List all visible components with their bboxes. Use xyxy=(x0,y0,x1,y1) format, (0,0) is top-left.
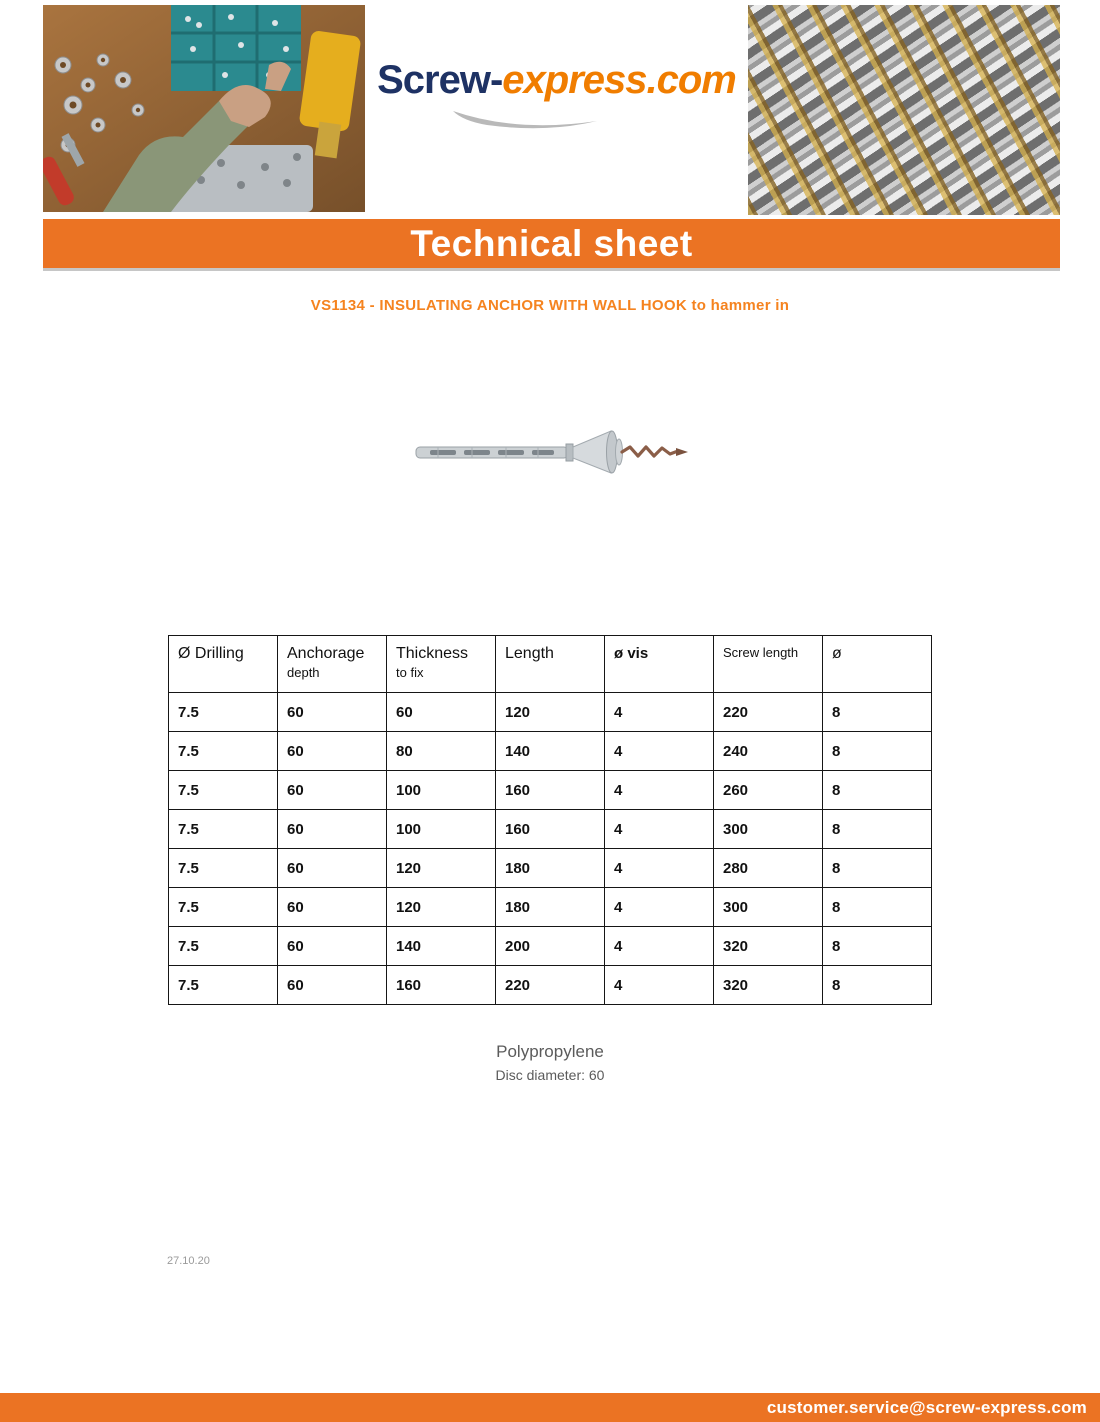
spec-table-body xyxy=(169,693,932,1005)
table-cell: 320 xyxy=(714,966,823,1005)
table-cell: 8 xyxy=(823,927,932,966)
anchor-illustration-art xyxy=(408,416,698,490)
table-cell: 8 xyxy=(823,849,932,888)
material-note: Polypropylene xyxy=(496,1042,604,1061)
table-cell: 220 xyxy=(496,966,605,1005)
table-cell: 160 xyxy=(387,966,496,1005)
table-cell: 60 xyxy=(278,966,387,1005)
table-row xyxy=(169,693,932,732)
table-cell: 7.5 xyxy=(169,771,278,810)
logo xyxy=(365,58,748,131)
footer xyxy=(0,1393,1100,1422)
workbench-photo xyxy=(43,5,365,212)
table-cell: 80 xyxy=(387,732,496,771)
table-cell: 60 xyxy=(278,849,387,888)
table-cell: 4 xyxy=(605,966,714,1005)
logo-text xyxy=(365,58,748,103)
column-header: Ø Drilling xyxy=(169,636,278,693)
table-row xyxy=(169,771,932,810)
table-row xyxy=(169,810,932,849)
column-header: Thickness to fix xyxy=(387,636,496,693)
spec-table-head xyxy=(169,636,932,693)
table-row xyxy=(169,966,932,1005)
table-cell: 120 xyxy=(496,693,605,732)
table-cell: 7.5 xyxy=(169,888,278,927)
table-cell: 7.5 xyxy=(169,927,278,966)
table-cell: 220 xyxy=(714,693,823,732)
table-cell: 60 xyxy=(387,693,496,732)
table-cell: 60 xyxy=(278,927,387,966)
table-cell: 160 xyxy=(496,810,605,849)
logo-part-express: express.com xyxy=(502,58,736,102)
column-header: Length xyxy=(496,636,605,693)
table-cell: 8 xyxy=(823,732,932,771)
table-cell: 140 xyxy=(496,732,605,771)
table-cell: 120 xyxy=(387,849,496,888)
table-cell: 8 xyxy=(823,888,932,927)
column-header: ø xyxy=(823,636,932,693)
table-cell: 120 xyxy=(387,888,496,927)
table-cell: 140 xyxy=(387,927,496,966)
table-cell: 160 xyxy=(496,771,605,810)
table-cell: 7.5 xyxy=(169,693,278,732)
table-cell: 8 xyxy=(823,771,932,810)
table-cell: 240 xyxy=(714,732,823,771)
table-cell: 100 xyxy=(387,771,496,810)
banner xyxy=(43,219,1060,271)
table-cell: 4 xyxy=(605,771,714,810)
table-cell: 180 xyxy=(496,849,605,888)
spec-table xyxy=(168,635,932,1005)
table-cell: 7.5 xyxy=(169,849,278,888)
workbench-photo-art xyxy=(43,5,365,212)
table-cell: 8 xyxy=(823,966,932,1005)
product-title: VS1134 - INSULATING ANCHOR WITH WALL HOOK to hammer in xyxy=(310,297,790,314)
column-header: Screw length xyxy=(714,636,823,693)
table-cell: 4 xyxy=(605,888,714,927)
notes xyxy=(0,1042,1100,1083)
table-cell: 60 xyxy=(278,693,387,732)
logo-swoosh xyxy=(447,107,667,131)
table-cell: 7.5 xyxy=(169,810,278,849)
customer-service-email: customer.service@screw-express.com xyxy=(766,1397,1087,1417)
column-header: ø vis xyxy=(605,636,714,693)
banner-title: Technical sheet xyxy=(410,222,693,264)
table-cell: 320 xyxy=(714,927,823,966)
table-cell: 280 xyxy=(714,849,823,888)
table-cell: 300 xyxy=(714,810,823,849)
screws-photo xyxy=(748,5,1060,215)
table-cell: 4 xyxy=(605,732,714,771)
table-row xyxy=(169,888,932,927)
table-cell: 8 xyxy=(823,810,932,849)
document-date: 27.10.20 xyxy=(167,1255,210,1267)
table-cell: 180 xyxy=(496,888,605,927)
anchor-illustration xyxy=(408,416,698,490)
table-cell: 4 xyxy=(605,810,714,849)
table-cell: 8 xyxy=(823,693,932,732)
table-cell: 200 xyxy=(496,927,605,966)
table-row xyxy=(169,849,932,888)
table-cell: 60 xyxy=(278,771,387,810)
table-cell: 7.5 xyxy=(169,732,278,771)
table-cell: 4 xyxy=(605,927,714,966)
column-header: Anchorage depth xyxy=(278,636,387,693)
table-cell: 260 xyxy=(714,771,823,810)
table-cell: 4 xyxy=(605,693,714,732)
table-row xyxy=(169,927,932,966)
table-cell: 60 xyxy=(278,732,387,771)
disc-diameter-note: Disc diameter: 60 xyxy=(495,1067,605,1083)
table-cell: 4 xyxy=(605,849,714,888)
table-cell: 100 xyxy=(387,810,496,849)
table-cell: 60 xyxy=(278,810,387,849)
table-cell: 7.5 xyxy=(169,966,278,1005)
table-row xyxy=(169,732,932,771)
table-cell: 300 xyxy=(714,888,823,927)
logo-part-screw: Screw- xyxy=(377,58,503,102)
table-cell: 60 xyxy=(278,888,387,927)
